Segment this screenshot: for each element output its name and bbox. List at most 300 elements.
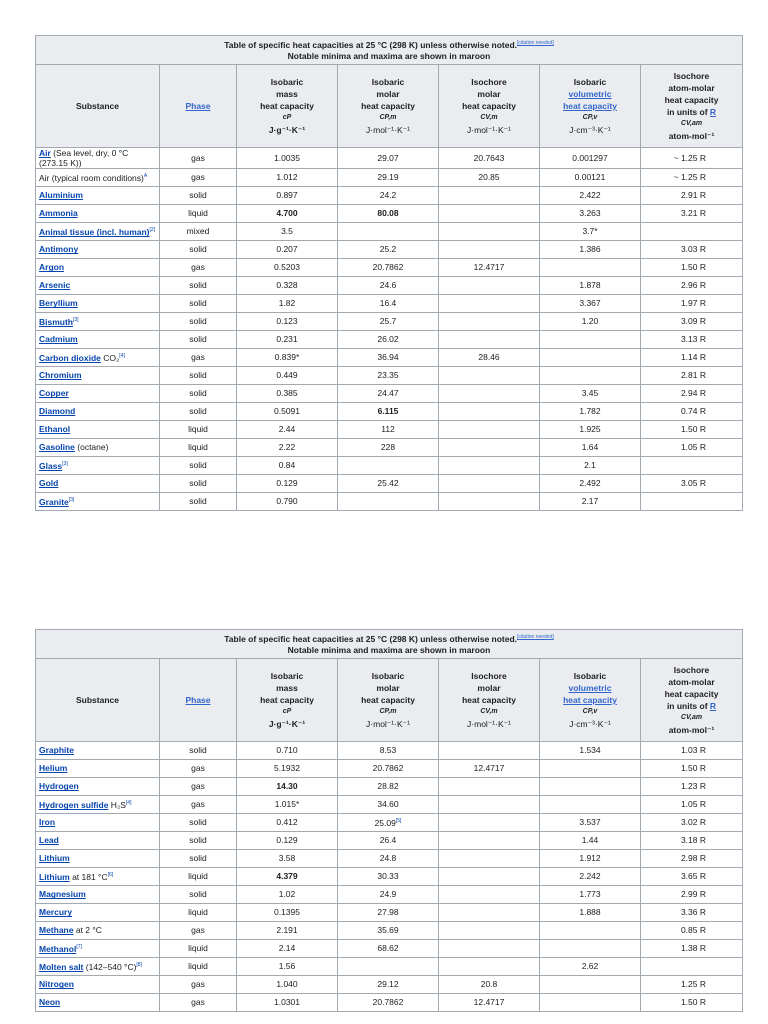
molar-heat-capacity-cell xyxy=(338,975,439,993)
molar-heat-capacity-value: 25.2 xyxy=(379,244,397,255)
substance-link[interactable]: Antimony xyxy=(39,244,79,255)
phase-cell: gas xyxy=(160,258,237,276)
substance-cell xyxy=(36,759,160,777)
substance-link[interactable]: Arsenic xyxy=(39,280,71,291)
phase-cell: solid xyxy=(160,366,237,384)
molar-heat-capacity-value: 20.7862 xyxy=(372,262,404,273)
molar-heat-capacity-cell xyxy=(338,348,439,366)
molar-heat-capacity-cell xyxy=(338,294,439,312)
table-row xyxy=(36,147,743,168)
phase-cell: gas xyxy=(160,147,237,168)
phase-cell: solid xyxy=(160,186,237,204)
molar-heat-capacity-value: 30.33 xyxy=(377,871,399,882)
table xyxy=(35,35,743,511)
isochore-molar-cell xyxy=(439,867,540,885)
molar-heat-capacity-value: 16.4 xyxy=(379,298,397,309)
header-isochore-molar: Isochore molar heat capacity CV,m J·mol⁻¹·K⁻¹ xyxy=(439,64,540,147)
isochore-molar-cell: 20.8 xyxy=(439,975,540,993)
substance-cell xyxy=(36,939,160,957)
molar-heat-capacity-cell xyxy=(338,474,439,492)
mass-heat-capacity-cell: 0.231 xyxy=(237,330,338,348)
substance-link[interactable]: Nitrogen xyxy=(39,979,74,990)
table-row xyxy=(36,348,743,366)
mass-heat-capacity-cell: 1.56 xyxy=(237,957,338,975)
volumetric-heat-capacity-cell: 2.242 xyxy=(540,867,641,885)
substance-link[interactable]: Iron xyxy=(39,817,56,828)
phase-cell: liquid xyxy=(160,420,237,438)
atom-molar-cell: 2.96 R xyxy=(641,276,743,294)
substance-link[interactable]: Neon xyxy=(39,997,61,1008)
header-isochore-atom-molar: Isochore atom-molar heat capacity in units of R CV,am atom-mol⁻¹ xyxy=(641,658,743,741)
phase-cell: gas xyxy=(160,777,237,795)
molar-heat-capacity-value: 24.9 xyxy=(379,889,397,900)
substance-link[interactable]: Hydrogen sulfide xyxy=(39,800,109,811)
isochore-molar-cell: 12.4717 xyxy=(439,258,540,276)
molar-heat-capacity-value: 23.35 xyxy=(377,370,399,381)
atom-molar-cell xyxy=(641,492,743,510)
substance-link[interactable]: Methanol xyxy=(39,944,77,955)
substance-link[interactable]: Lead xyxy=(39,835,59,846)
substance-link[interactable]: Aluminium xyxy=(39,190,83,201)
molar-heat-capacity-cell xyxy=(338,957,439,975)
atom-molar-cell: 2.98 R xyxy=(641,849,743,867)
mass-heat-capacity-cell: 0.897 xyxy=(237,186,338,204)
substance-link[interactable]: Copper xyxy=(39,388,69,399)
substance-link[interactable]: Gasoline xyxy=(39,442,75,453)
substance-link[interactable]: Lithium xyxy=(39,853,70,864)
reference-link[interactable]: [3] xyxy=(62,461,68,468)
molar-heat-capacity-cell xyxy=(338,777,439,795)
substance-link[interactable]: Granite xyxy=(39,497,69,508)
substance-cell xyxy=(36,222,160,240)
mass-heat-capacity-cell: 0.5091 xyxy=(237,402,338,420)
molar-heat-capacity-cell xyxy=(338,240,439,258)
table xyxy=(35,629,743,1012)
atom-molar-cell: 2.91 R xyxy=(641,186,743,204)
molar-heat-capacity-value: 29.19 xyxy=(377,172,399,183)
isochore-molar-cell xyxy=(439,885,540,903)
mass-heat-capacity-cell: 0.5203 xyxy=(237,258,338,276)
atom-molar-cell: 2.94 R xyxy=(641,384,743,402)
volumetric-heat-capacity-cell: 3.45 xyxy=(540,384,641,402)
mass-heat-capacity-cell: 2.44 xyxy=(237,420,338,438)
isochore-molar-cell xyxy=(439,240,540,258)
reference-link[interactable]: [5] xyxy=(395,818,402,825)
citation-needed-link[interactable]: [citation needed] xyxy=(517,40,554,46)
substance-cell xyxy=(36,777,160,795)
molar-heat-capacity-cell xyxy=(338,204,439,222)
isochore-molar-cell xyxy=(439,204,540,222)
phase-cell: gas xyxy=(160,168,237,186)
molar-heat-capacity-value: 112 xyxy=(381,424,395,435)
phase-cell: solid xyxy=(160,384,237,402)
table-row xyxy=(36,741,743,759)
mass-heat-capacity-cell: 4.379 xyxy=(237,867,338,885)
phase-cell: solid xyxy=(160,741,237,759)
table-row xyxy=(36,402,743,420)
isochore-molar-cell xyxy=(439,777,540,795)
table-row xyxy=(36,759,743,777)
isochore-molar-cell: 20.7643 xyxy=(439,147,540,168)
atom-molar-cell: 3.03 R xyxy=(641,240,743,258)
substance-cell xyxy=(36,204,160,222)
atom-molar-cell: 2.99 R xyxy=(641,885,743,903)
substance-link[interactable]: Diamond xyxy=(39,406,76,417)
table-row xyxy=(36,240,743,258)
molar-heat-capacity-cell xyxy=(338,330,439,348)
header-phase[interactable]: Phase xyxy=(160,64,237,147)
substance-cell xyxy=(36,402,160,420)
volumetric-heat-capacity-cell: 3.537 xyxy=(540,813,641,831)
isochore-molar-cell xyxy=(439,957,540,975)
molar-heat-capacity-value: 24.47 xyxy=(377,388,399,399)
atom-molar-cell: 2.81 R xyxy=(641,366,743,384)
volumetric-heat-capacity-cell: 1.925 xyxy=(540,420,641,438)
table-caption xyxy=(35,35,743,64)
molar-heat-capacity-cell xyxy=(338,222,439,240)
atom-molar-cell: 3.02 R xyxy=(641,813,743,831)
substance-cell xyxy=(36,384,160,402)
phase-cell: liquid xyxy=(160,204,237,222)
mass-heat-capacity-cell: 2.14 xyxy=(237,939,338,957)
isochore-molar-cell xyxy=(439,402,540,420)
table-row xyxy=(36,795,743,813)
molar-heat-capacity-value: 28.82 xyxy=(377,781,399,792)
substance-link[interactable]: Graphite xyxy=(39,745,74,756)
molar-heat-capacity-value: 26.02 xyxy=(377,334,399,345)
molar-heat-capacity-value: 25.7 xyxy=(379,316,397,327)
table-row xyxy=(36,885,743,903)
phase-cell: gas xyxy=(160,795,237,813)
phase-cell: solid xyxy=(160,456,237,474)
atom-molar-cell: ~ 1.25 R xyxy=(641,147,743,168)
substance-note: H₂S xyxy=(108,800,126,811)
substance-link[interactable]: Magnesium xyxy=(39,889,86,900)
volumetric-heat-capacity-cell: 1.386 xyxy=(540,240,641,258)
substance-cell xyxy=(36,330,160,348)
volumetric-heat-capacity-cell xyxy=(540,330,641,348)
citation-needed-link[interactable]: [citation needed] xyxy=(517,634,554,640)
substance-link[interactable]: Carbon dioxide xyxy=(39,353,101,364)
substance-link[interactable]: Air xyxy=(39,147,51,158)
substance-cell xyxy=(36,240,160,258)
substance-cell xyxy=(36,813,160,831)
isochore-molar-cell xyxy=(439,492,540,510)
molar-heat-capacity-cell xyxy=(338,849,439,867)
isochore-molar-cell: 20.85 xyxy=(439,168,540,186)
atom-molar-cell: 3.13 R xyxy=(641,330,743,348)
isochore-molar-cell xyxy=(439,456,540,474)
volumetric-heat-capacity-cell: 2.17 xyxy=(540,492,641,510)
mass-heat-capacity-cell: 1.82 xyxy=(237,294,338,312)
reference-link[interactable]: [2] xyxy=(149,227,156,234)
substance-cell xyxy=(36,921,160,939)
table-row xyxy=(36,939,743,957)
header-isobaric-volumetric: Isobaric volumetric heat capacity CP,v J·cm⁻³·K⁻¹ xyxy=(540,64,641,147)
molar-heat-capacity-cell xyxy=(338,993,439,1011)
table-row xyxy=(36,294,743,312)
molar-heat-capacity-cell xyxy=(338,939,439,957)
molar-heat-capacity-cell xyxy=(338,456,439,474)
table-body xyxy=(36,147,743,510)
substance-cell xyxy=(36,366,160,384)
substance-link[interactable]: Bismuth xyxy=(39,317,73,328)
reference-link[interactable]: [6] xyxy=(107,872,114,879)
substance-cell xyxy=(36,147,160,168)
molar-heat-capacity-value: 35.69 xyxy=(377,925,399,936)
volumetric-heat-capacity-cell: 3.367 xyxy=(540,294,641,312)
substance-link[interactable]: Methane xyxy=(39,925,74,936)
phase-cell: solid xyxy=(160,813,237,831)
isochore-molar-cell xyxy=(439,474,540,492)
table-row xyxy=(36,957,743,975)
table-row xyxy=(36,438,743,456)
substance-cell xyxy=(36,975,160,993)
table-row xyxy=(36,975,743,993)
molar-heat-capacity-value: 24.6 xyxy=(379,280,397,291)
molar-heat-capacity-value: 25.42 xyxy=(377,478,399,489)
table-row xyxy=(36,312,743,330)
molar-heat-capacity-cell xyxy=(338,795,439,813)
table-row xyxy=(36,168,743,186)
volumetric-heat-capacity-cell: 0.00121 xyxy=(540,168,641,186)
molar-heat-capacity-value: 24.8 xyxy=(379,853,397,864)
substance-link[interactable]: Glass xyxy=(39,461,63,472)
phase-cell: solid xyxy=(160,312,237,330)
molar-heat-capacity-value: 6.115 xyxy=(377,406,399,417)
table-row xyxy=(36,456,743,474)
header-isobaric-molar: Isobaric molar heat capacity CP,m J·mol⁻¹·K⁻¹ xyxy=(338,658,439,741)
volumetric-heat-capacity-cell: 1.773 xyxy=(540,885,641,903)
atom-molar-cell: 3.05 R xyxy=(641,474,743,492)
substance-cell xyxy=(36,276,160,294)
mass-heat-capacity-cell: 4.700 xyxy=(237,204,338,222)
phase-cell: solid xyxy=(160,474,237,492)
substance-link[interactable]: Molten salt xyxy=(39,962,84,973)
substance-cell xyxy=(36,831,160,849)
mass-heat-capacity-cell: 0.839* xyxy=(237,348,338,366)
table-row xyxy=(36,204,743,222)
atom-molar-cell: 1.50 R xyxy=(641,258,743,276)
substance-link[interactable]: Lithium xyxy=(39,872,70,883)
header-isobaric-volumetric: Isobaric volumetric heat capacity CP,v J·cm⁻³·K⁻¹ xyxy=(540,658,641,741)
table-row xyxy=(36,867,743,885)
volumetric-heat-capacity-cell: 1.912 xyxy=(540,849,641,867)
substance-note: CO₂ xyxy=(100,353,120,364)
phase-cell: solid xyxy=(160,294,237,312)
table-row xyxy=(36,420,743,438)
substance-cell xyxy=(36,258,160,276)
mass-heat-capacity-cell: 1.012 xyxy=(237,168,338,186)
atom-molar-cell: 3.21 R xyxy=(641,204,743,222)
mass-heat-capacity-cell: 14.30 xyxy=(237,777,338,795)
table-row xyxy=(36,384,743,402)
atom-molar-cell: 3.65 R xyxy=(641,867,743,885)
molar-heat-capacity-value: 25.09 xyxy=(374,818,396,829)
atom-molar-cell: 0.74 R xyxy=(641,402,743,420)
reference-link[interactable]: [3] xyxy=(73,317,79,324)
substance-link[interactable]: Gold xyxy=(39,478,59,489)
mass-heat-capacity-cell: 0.123 xyxy=(237,312,338,330)
table-row xyxy=(36,777,743,795)
isochore-molar-cell: 12.4717 xyxy=(439,993,540,1011)
mass-heat-capacity-cell: 3.58 xyxy=(237,849,338,867)
substance-link[interactable]: Ethanol xyxy=(39,424,71,435)
volumetric-heat-capacity-cell: 3.263 xyxy=(540,204,641,222)
substance-cell xyxy=(36,492,160,510)
substance-cell xyxy=(36,420,160,438)
phase-cell: solid xyxy=(160,402,237,420)
header-phase[interactable]: Phase xyxy=(160,658,237,741)
mass-heat-capacity-cell: 1.040 xyxy=(237,975,338,993)
molar-heat-capacity-cell xyxy=(338,903,439,921)
molar-heat-capacity-cell xyxy=(338,258,439,276)
molar-heat-capacity-value: 34.60 xyxy=(377,799,399,810)
header-isobaric-mass: Isobaric mass heat capacity cP J·g⁻¹·K⁻¹ xyxy=(237,64,338,147)
table-row xyxy=(36,831,743,849)
substance-cell xyxy=(36,885,160,903)
phase-cell: solid xyxy=(160,849,237,867)
isochore-molar-cell xyxy=(439,813,540,831)
header-isochore-molar: Isochore molar heat capacity CV,m J·mol⁻¹·K⁻¹ xyxy=(439,658,540,741)
volumetric-heat-capacity-cell: 2.1 xyxy=(540,456,641,474)
volumetric-heat-capacity-cell: 1.534 xyxy=(540,741,641,759)
isochore-molar-cell xyxy=(439,420,540,438)
molar-heat-capacity-value: 20.7862 xyxy=(372,763,404,774)
phase-cell: solid xyxy=(160,885,237,903)
reference-link[interactable]: [7] xyxy=(76,944,82,951)
molar-heat-capacity-cell xyxy=(338,168,439,186)
substance-link[interactable]: Argon xyxy=(39,262,65,273)
substance-note: (142–540 °C) xyxy=(83,962,137,973)
atom-molar-cell: 1.50 R xyxy=(641,759,743,777)
isochore-molar-cell: 28.46 xyxy=(439,348,540,366)
atom-molar-cell: 1.50 R xyxy=(641,993,743,1011)
header-isobaric-molar: Isobaric molar heat capacity CP,m J·mol⁻¹·K⁻¹ xyxy=(338,64,439,147)
molar-heat-capacity-value: 68.62 xyxy=(377,943,399,954)
table-row xyxy=(36,258,743,276)
substance-link[interactable]: Hydrogen xyxy=(39,781,79,792)
caption-line-1: Table of specific heat capacities at 25 °C (298 K) unless otherwise noted. xyxy=(224,633,518,644)
molar-heat-capacity-value: 228 xyxy=(380,442,396,453)
isochore-molar-cell xyxy=(439,939,540,957)
table-caption xyxy=(35,629,743,658)
substance-cell xyxy=(36,456,160,474)
phase-cell: gas xyxy=(160,975,237,993)
substance-link[interactable]: Cadmium xyxy=(39,334,78,345)
volumetric-heat-capacity-cell: 1.782 xyxy=(540,402,641,420)
reference-link[interactable]: [4] xyxy=(119,353,125,360)
mass-heat-capacity-cell: 1.0301 xyxy=(237,993,338,1011)
table-row xyxy=(36,474,743,492)
atom-molar-cell: 1.50 R xyxy=(641,420,743,438)
molar-heat-capacity-cell xyxy=(338,921,439,939)
phase-cell: solid xyxy=(160,831,237,849)
reference-link[interactable]: A xyxy=(143,173,148,180)
molar-heat-capacity-value: 20.7862 xyxy=(372,997,404,1008)
table-body xyxy=(36,741,743,1011)
caption-line-2: Notable minima and maxima are shown in maroon xyxy=(287,50,491,61)
isochore-molar-cell xyxy=(439,276,540,294)
molar-heat-capacity-cell xyxy=(338,420,439,438)
mass-heat-capacity-cell: 2.22 xyxy=(237,438,338,456)
isochore-molar-cell xyxy=(439,222,540,240)
molar-heat-capacity-cell xyxy=(338,492,439,510)
mass-heat-capacity-cell: 0.328 xyxy=(237,276,338,294)
reference-link[interactable]: [8] xyxy=(136,962,142,969)
phase-cell: solid xyxy=(160,276,237,294)
atom-molar-cell: 1.14 R xyxy=(641,348,743,366)
mass-heat-capacity-cell: 0.412 xyxy=(237,813,338,831)
table-row xyxy=(36,186,743,204)
substance-link[interactable]: Animal tissue (incl. human) xyxy=(39,227,150,238)
volumetric-heat-capacity-cell xyxy=(540,921,641,939)
atom-molar-cell: 0.85 R xyxy=(641,921,743,939)
substance-link[interactable]: Helium xyxy=(39,763,68,774)
substance-cell xyxy=(36,186,160,204)
atom-molar-cell: 3.18 R xyxy=(641,831,743,849)
molar-heat-capacity-cell xyxy=(338,402,439,420)
molar-heat-capacity-value: 24.2 xyxy=(379,190,397,201)
isochore-molar-cell xyxy=(439,330,540,348)
header-substance: Substance xyxy=(36,658,160,741)
reference-link[interactable]: [4] xyxy=(125,800,132,807)
volumetric-heat-capacity-cell xyxy=(540,777,641,795)
table-row xyxy=(36,849,743,867)
table-row xyxy=(36,813,743,831)
isochore-molar-cell xyxy=(439,366,540,384)
substance-cell xyxy=(36,348,160,366)
isochore-molar-cell xyxy=(439,438,540,456)
reference-link[interactable]: [3] xyxy=(68,497,75,504)
molar-heat-capacity-cell xyxy=(338,312,439,330)
molar-heat-capacity-cell xyxy=(338,813,439,831)
atom-molar-cell: 3.09 R xyxy=(641,312,743,330)
molar-heat-capacity-cell xyxy=(338,759,439,777)
volumetric-heat-capacity-cell xyxy=(540,795,641,813)
substance-link[interactable]: Mercury xyxy=(39,907,73,918)
atom-molar-cell: 1.25 R xyxy=(641,975,743,993)
substance-cell xyxy=(36,957,160,975)
volumetric-heat-capacity-cell: 1.878 xyxy=(540,276,641,294)
phase-cell: gas xyxy=(160,993,237,1011)
isochore-molar-cell xyxy=(439,186,540,204)
atom-molar-cell: ~ 1.25 R xyxy=(641,168,743,186)
phase-cell: liquid xyxy=(160,903,237,921)
substance-cell xyxy=(36,438,160,456)
atom-molar-cell xyxy=(641,456,743,474)
substance-cell xyxy=(36,795,160,813)
isochore-molar-cell xyxy=(439,384,540,402)
phase-cell: liquid xyxy=(160,939,237,957)
substance-cell xyxy=(36,903,160,921)
substance-link[interactable]: Ammonia xyxy=(39,208,78,219)
volumetric-heat-capacity-cell: 2.422 xyxy=(540,186,641,204)
caption-line-1: Table of specific heat capacities at 25 °C (298 K) unless otherwise noted. xyxy=(224,39,518,50)
phase-cell: gas xyxy=(160,348,237,366)
volumetric-heat-capacity-cell xyxy=(540,759,641,777)
mass-heat-capacity-cell: 1.0035 xyxy=(237,147,338,168)
isochore-molar-cell xyxy=(439,795,540,813)
mass-heat-capacity-cell: 0.1395 xyxy=(237,903,338,921)
mass-heat-capacity-cell: 0.84 xyxy=(237,456,338,474)
table-row xyxy=(36,366,743,384)
substance-link[interactable]: Chromium xyxy=(39,370,82,381)
phase-cell: gas xyxy=(160,921,237,939)
table-row xyxy=(36,993,743,1011)
mass-heat-capacity-cell: 3.5 xyxy=(237,222,338,240)
substance-link[interactable]: Beryllium xyxy=(39,298,78,309)
